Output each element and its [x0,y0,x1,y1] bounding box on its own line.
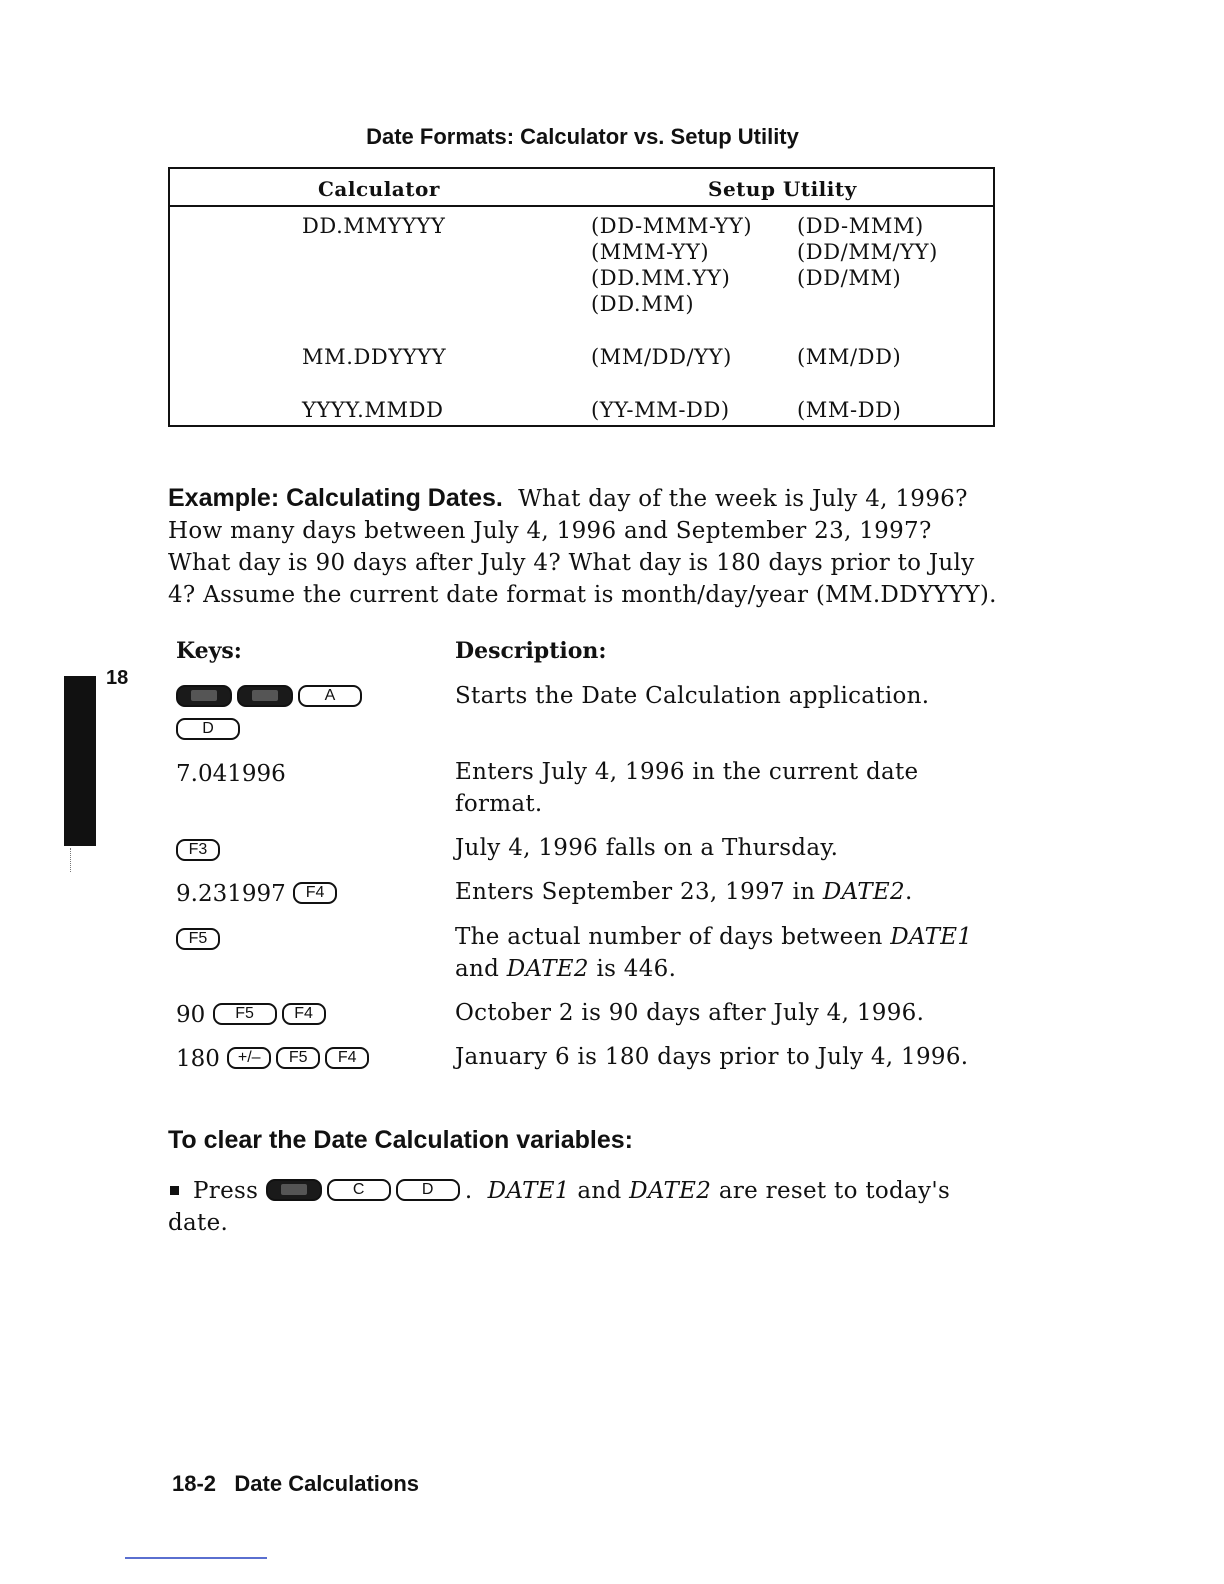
key-row-1b [176,716,245,744]
desc-5-post: is 446. [588,956,677,982]
f4-key: F4 [282,1003,326,1025]
setup-format-3a: (YY-MM-DD) [591,398,730,422]
f5-key: F5 [176,928,220,950]
header-calculator: Calculator [318,177,440,201]
key-row-5 [176,926,225,954]
key-row-7-prefix: 180 [176,1046,220,1072]
description-row-7: January 6 is 180 days prior to July 4, 1996. [455,1044,969,1070]
apps-key-icon [191,690,217,701]
description-row-2: Enters July 4, 1996 in the current date format. [455,759,919,817]
table-caption: Date Formats: Calculator vs. Setup Utility [366,124,799,149]
example-text: What day of the week is July 4, 1996? How many days between July 4, 1996 and September 23, 1997? What day is 90 days after July 4? What day is 180 days prior to July 4? Assume the current date format is month/day/year (MM.DDYYYY). [168,486,997,608]
keys-header: Keys: [176,638,242,664]
setup-format-1d: (DD.MM) [591,292,695,316]
c-key: C [327,1179,391,1201]
description-row-3: July 4, 1996 falls on a Thursday. [455,835,839,861]
description-row-1: Starts the Date Calculation application. [455,683,930,709]
clear-and: and [577,1178,622,1204]
calc-format-3: YYYY.MMDD [302,398,444,422]
header-setup-utility: Setup Utility [708,177,857,201]
setup-format-1g: (DD/MM) [797,266,902,290]
press-word: Press [193,1178,259,1204]
desc-5-pre: The actual number of days between [455,924,891,950]
menu-key [237,685,293,707]
key-row-4-prefix: 9.231997 [176,881,286,907]
f5-key: F5 [213,1003,277,1025]
description-header: Description: [455,638,607,664]
chapter-tab-marker [64,676,96,846]
clear-bullet-item: Press C D . DATE1 and DATE2 are reset to today's date. [168,1178,951,1236]
desc-4-pre: Enters September 23, 1997 in [455,879,823,905]
description-row-6: October 2 is 90 days after July 4, 1996. [455,1000,925,1026]
key-row-6-prefix: 90 [176,1002,206,1028]
bullet-icon [170,1186,179,1195]
footer-rule [125,1557,267,1559]
header-rule [170,205,993,207]
page-footer [172,1471,419,1497]
apps-key [176,685,232,707]
chapter-tab-label: 18 [106,667,129,689]
desc-5-var1: DATE1 [890,924,973,950]
d-key: D [176,718,240,740]
plus-minus-key: +/– [227,1047,271,1069]
desc-5-var2: DATE2 [506,956,589,982]
key-row-2: 7.041996 [176,761,286,787]
f3-key: F3 [176,839,220,861]
setup-format-1c: (DD.MM.YY) [591,266,731,290]
desc-4-var: DATE2 [822,879,905,905]
desc-5-mid: and [455,956,507,982]
key-row-7 [176,1045,374,1073]
f5-key: F5 [276,1047,320,1069]
footer-page-number: 18-2 [172,1471,217,1496]
description-row-4 [455,876,995,908]
date-formats-table [168,167,995,427]
setup-format-1a: (DD-MMM-YY) [591,214,753,238]
f4-key: F4 [325,1047,369,1069]
example-heading: Example: Calculating Dates. [168,484,503,512]
f4-key: F4 [293,882,337,904]
setup-format-1b: (MMM-YY) [591,240,710,264]
setup-format-1e: (DD-MMM) [797,214,924,238]
calc-format-2: MM.DDYYYY [302,345,447,369]
desc-4-post: . [904,879,913,905]
key-row-1 [176,683,367,711]
key-row-4 [176,880,342,908]
key-row-3 [176,837,225,865]
clear-rest: are reset to today's date. [168,1178,951,1236]
setup-format-2a: (MM/DD/YY) [591,345,732,369]
key-row-6 [176,1001,331,1029]
tab-tick-mark [70,848,72,872]
d-key: D [396,1179,460,1201]
menu-key [266,1179,322,1201]
menu-key-icon [281,1184,307,1195]
clear-var2: DATE2 [629,1178,712,1204]
calc-format-1: DD.MMYYYY [302,214,446,238]
setup-format-2b: (MM/DD) [797,345,902,369]
clear-var1: DATE1 [487,1178,570,1204]
setup-format-1f: (DD/MM/YY) [797,240,938,264]
description-row-5 [455,921,995,985]
clear-variables-heading: To clear the Date Calculation variables: [168,1126,633,1154]
footer-title: Date Calculations [234,1471,419,1496]
menu-key-icon [252,690,278,701]
setup-format-3b: (MM-DD) [797,398,902,422]
a-key: A [298,685,362,707]
example-paragraph [168,482,998,611]
